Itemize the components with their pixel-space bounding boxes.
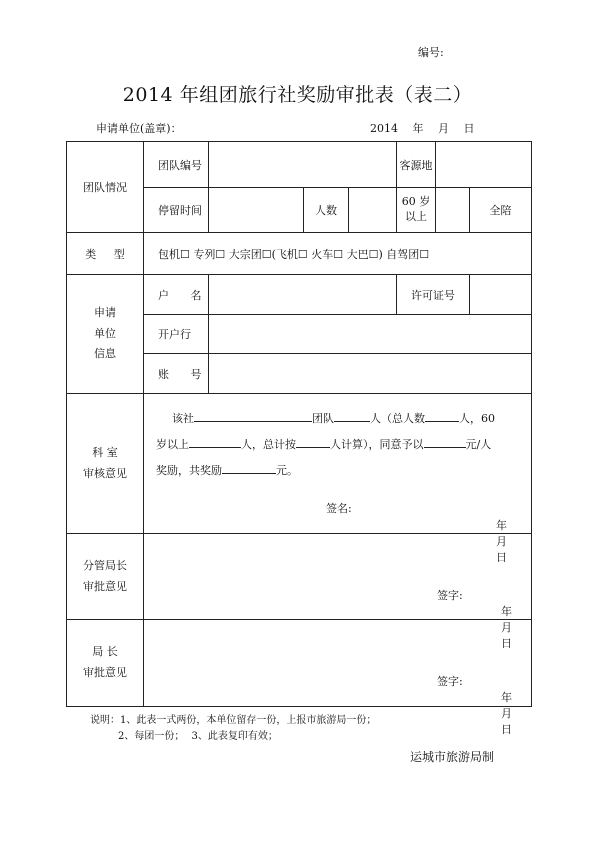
- bank-field[interactable]: [209, 315, 532, 354]
- type-label: 类 型: [67, 233, 144, 275]
- deputy-signature-label: 签字:: [437, 589, 463, 602]
- director-signature-label: 签字:: [437, 675, 463, 688]
- people-count-field[interactable]: [349, 188, 397, 233]
- people-count-label: 人数: [304, 188, 349, 233]
- license-number-label: 许可证号: [397, 275, 470, 315]
- dept-opinion-row: [67, 394, 532, 534]
- agency-name-blank[interactable]: [194, 409, 312, 422]
- total-reward-blank[interactable]: [222, 461, 276, 474]
- stay-time-field[interactable]: [209, 188, 304, 233]
- team-row-1: [67, 142, 532, 188]
- dept-opinion-text: 该社 团队 人（总人数 人，60 岁以上 人，总计按 人计算），同意予以 元/人 奖励，共奖励 元。: [156, 406, 527, 484]
- reward-per-person-blank[interactable]: [424, 435, 466, 448]
- application-date-label: 2014 年 月 日: [370, 122, 475, 135]
- applicant-row-1: [67, 275, 532, 315]
- document-number-label: 编号:: [418, 46, 444, 59]
- applicant-stamp-label: 申请单位(盖章)：: [96, 122, 182, 135]
- stay-time-label: 停留时间: [144, 188, 209, 233]
- type-row: [67, 233, 532, 275]
- team-number-field[interactable]: [209, 142, 397, 188]
- dept-opinion-label: 科 室 审核意见: [67, 394, 144, 534]
- applicant-section-label: 申请 单位 信息: [67, 275, 144, 394]
- dept-signature-label: 签名:: [326, 502, 352, 515]
- source-region-field[interactable]: [436, 142, 532, 188]
- director-opinion-row: [67, 620, 532, 707]
- account-number-label: 账 号: [144, 354, 209, 394]
- account-name-label: 户 名: [144, 275, 209, 315]
- deputy-opinion-content[interactable]: [144, 534, 532, 650]
- dept-date-label: 年 月 日: [496, 519, 507, 564]
- counted-people-blank[interactable]: [296, 435, 330, 448]
- license-number-field[interactable]: [470, 275, 532, 315]
- issuer-footer: 运城市旅游局制: [410, 750, 495, 764]
- notes-line-2: 2、每团一份； 3、此表复印有效；: [118, 731, 278, 742]
- account-number-field[interactable]: [209, 354, 532, 394]
- source-region-label: 客源地: [397, 142, 436, 188]
- over-60-field[interactable]: [436, 188, 470, 233]
- total-people-blank[interactable]: [425, 409, 459, 422]
- notes-line-1: 说明：1、此表一式两份，本单位留存一份，上报市旅游局一份；: [90, 715, 377, 726]
- deputy-opinion-row: [67, 534, 532, 620]
- team-count-blank[interactable]: [334, 409, 370, 422]
- director-opinion-label: 局 长 审批意见: [67, 620, 144, 707]
- account-name-field[interactable]: [209, 275, 397, 315]
- over-60-count-blank[interactable]: [189, 435, 241, 448]
- team-number-label: 团队编号: [144, 142, 209, 188]
- form-title: 2014 年组团旅行社奖励审批表（表二）: [122, 84, 473, 106]
- deputy-opinion-label: 分管局长 审批意见: [67, 534, 144, 620]
- bank-label: 开户行: [144, 315, 209, 354]
- team-section-label: 团队情况: [67, 142, 144, 233]
- type-options[interactable]: 包机☐ 专列☐ 大宗团☐(飞机☐ 火车☐ 大巴☐) 自驾团☐: [144, 233, 532, 275]
- over-60-label: 60 岁 以上: [397, 188, 436, 233]
- escort-label: 全陪: [470, 188, 532, 233]
- deputy-date-label: 年 月 日: [501, 605, 512, 650]
- dept-opinion-content: [144, 394, 532, 564]
- director-date-label: 年 月 日: [501, 691, 512, 736]
